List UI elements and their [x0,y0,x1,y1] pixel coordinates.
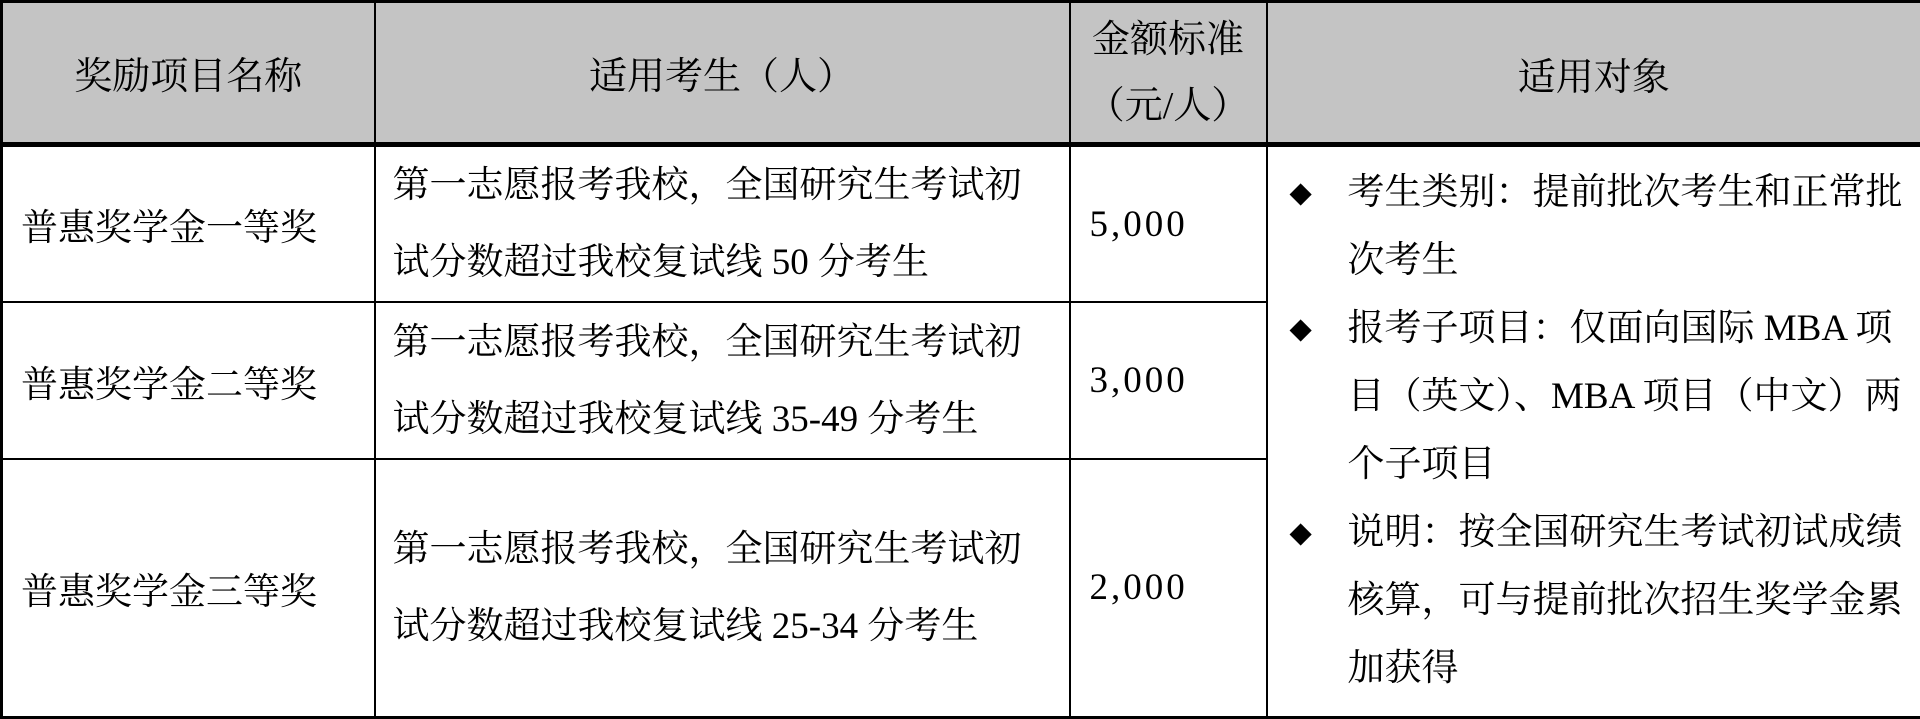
header-award-name: 奖励项目名称 [2,2,375,145]
note-explanation-text: 说明：按全国研究生考试初试成绩核算，可与提前批次招生奖学金累加获得 [1348,512,1903,689]
award-name-third-prize: 普惠奖学金三等奖 [2,459,375,717]
table-header-row [2,2,1920,145]
diamond-bullet-icon: ◆ [1290,499,1312,567]
note-sub-programs-text: 报考子项目：仅面向国际 MBA 项目（英文）、MBA 项目（中文）两个子项目 [1348,308,1902,485]
criteria-second-prize: 第一志愿报考我校，全国研究生考试初试分数超过我校复试线 35-49 分考生 [375,302,1070,459]
note-candidate-category [1268,159,1920,295]
amount-second-prize: 3,000 [1070,302,1267,459]
header-amount-standard-line1: 金额标准 [1071,7,1266,73]
note-sub-programs [1268,295,1920,499]
diamond-bullet-icon: ◆ [1290,295,1312,363]
header-amount-standard-line2: （元/人） [1071,73,1266,139]
note-explanation [1268,499,1920,703]
header-applicable-targets: 适用对象 [1267,2,1920,145]
amount-third-prize: 2,000 [1070,459,1267,717]
header-amount-standard [1070,2,1267,145]
diamond-bullet-icon: ◆ [1290,159,1312,227]
award-name-second-prize: 普惠奖学金二等奖 [2,302,375,459]
criteria-first-prize: 第一志愿报考我校，全国研究生考试初试分数超过我校复试线 50 分考生 [375,145,1070,303]
criteria-third-prize: 第一志愿报考我校，全国研究生考试初试分数超过我校复试线 25-34 分考生 [375,459,1070,717]
amount-first-prize: 5,000 [1070,145,1267,303]
table-row [2,145,1920,303]
header-applicable-candidates: 适用考生（人） [375,2,1070,145]
notes-list [1268,159,1920,703]
applicable-targets-cell [1267,145,1920,718]
note-candidate-category-text: 考生类别：提前批次考生和正常批次考生 [1348,172,1903,281]
award-name-first-prize: 普惠奖学金一等奖 [2,145,375,303]
